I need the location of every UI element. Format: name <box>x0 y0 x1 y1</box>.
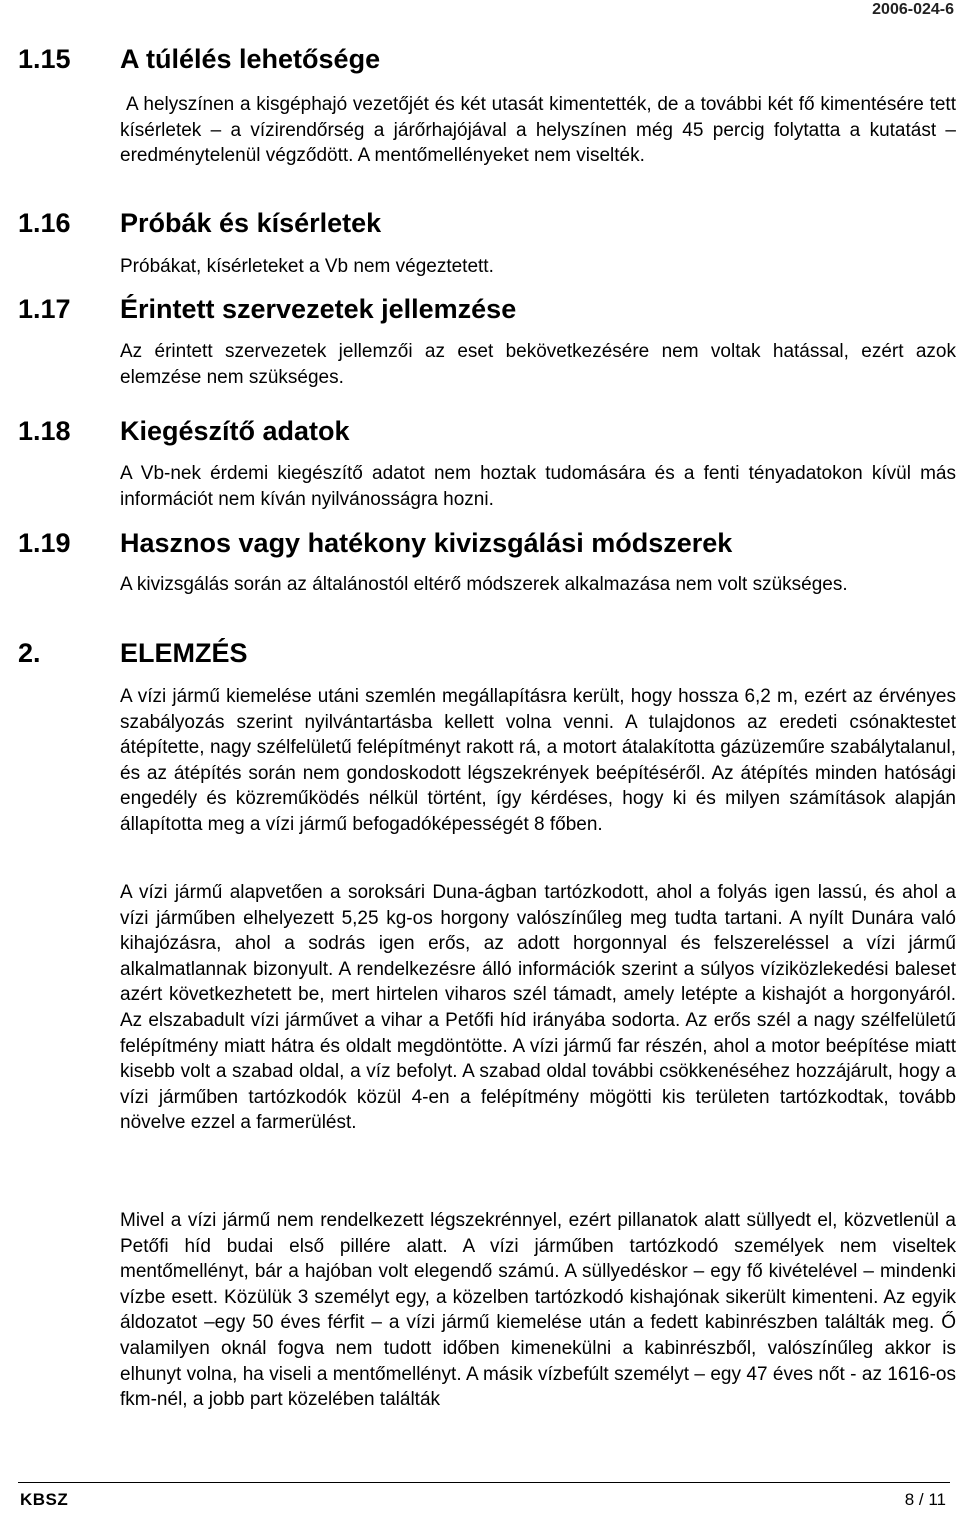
section-paragraph: Próbákat, kísérleteket a Vb nem végeztetett. <box>120 256 494 277</box>
section-title: Kiegészítő adatok <box>120 416 350 446</box>
section-paragraph: A vízi jármű kiemelése utáni szemlén megállapításra került, hogy hossza 6,2 m, ezért az érvényes szabályozás szerint nyilvántartásba kellett volna venni. A tulajdonos az eredeti csónaktestet átépítette, nagy szélfelületű felépítményt rakott rá, a motort átalakította gázüzeműre szabálytalanul, és az átépítés során nem gondoskodott légszekrények beépítéséről. Az átépítés minden hatósági engedély és közreműködés nélkül történt, így kérdéses, hogy ki és milyen számítások alapján állapította meg a vízi jármű befogadóképességét 8 főben. <box>120 686 956 835</box>
section-title: Érintett szervezetek jellemzése <box>120 294 517 324</box>
section-heading-1-17 <box>18 292 516 326</box>
section-paragraph: A kivizsgálás során az általánostól eltérő módszerek alkalmazása nem volt szükséges. <box>120 574 848 595</box>
section-heading-2 <box>18 636 248 670</box>
section-heading-1-18 <box>18 414 350 448</box>
section-title: A túlélés lehetősége <box>120 44 381 74</box>
section-paragraph: A Vb-nek érdemi kiegészítő adatot nem hoztak tudomására és a fenti tényadatokon kívül más információt nem kíván nyilvánosságra hozni. <box>120 463 956 510</box>
page-number: 8 / 11 <box>904 1490 946 1509</box>
document-id: 2006-024-6 <box>872 1 954 18</box>
section-paragraph: A helyszínen a kisgéphajó vezetőjét és két utasát kimentették, de a további két fő kimentésére tett kísérletek – a vízirendőrség a járőrhajójával a helyszínen még 45 percig folytatta a kutatást – eredménytelenül végződött. A mentőmellényeket nem viselték. <box>120 94 956 167</box>
section-number: 1.19 <box>18 528 71 558</box>
section-heading-1-19 <box>18 526 732 560</box>
section-heading-1-15 <box>18 42 380 76</box>
section-number: 1.17 <box>18 294 71 324</box>
section-paragraph: A vízi jármű alapvetően a soroksári Duna-ágban tartózkodott, ahol a folyás igen lassú, és ahol a vízi járműben elhelyezett 5,25 kg-os horgony valószínűleg meg tudta tartani. A nyílt Dunára való kihajózásra, ahol a sodrás igen erős, az adott horgonnyal és felszereléssel a vízi jármű alkalmatlannak bizonyult. A rendelkezésre álló információk szerint a súlyos víziközlekedési baleset azért következhetett be, mert hirtelen viharos szél támadt, amely letépte a kishajót a horgonyáról. Az elszabadult vízi járművet a vihar a Petőfi híd irányába sodorta. Az erős szél a nagy szélfelületű felépítmény miatt hátra és oldalt megdöntötte. A vízi jármű far részén, ahol a motor beépítése miatt kisebb volt a szabad oldal, a víz befolyt. A szabad oldal további csökkenéséhez hozzájárult, hogy a vízi járműben tartózkodók közül 4-en a felépítmény mögötti kis területen tartózkodtak, tovább növelve ezzel a farmerülést. <box>120 882 956 1134</box>
section-number: 2. <box>18 638 41 668</box>
section-number: 1.16 <box>18 208 71 238</box>
section-title: Hasznos vagy hatékony kivizsgálási módszerek <box>120 528 733 558</box>
kbsz-logo: KBSZ <box>20 1490 69 1509</box>
section-title: ELEMZÉS <box>120 638 248 668</box>
section-number: 1.15 <box>18 44 71 74</box>
footer-divider <box>18 1482 950 1483</box>
section-paragraph: Mivel a vízi jármű nem rendelkezett légszekrénnyel, ezért pillanatok alatt süllyedt el, közvetlenül a Petőfi híd budai első pillére alatt. A vízi járműben tartózkodó személyek nem viseltek mentőmellényt, bár a hajóban volt elegendő számú. A süllyedéskor – egy fő kivételével – mindenki vízbe esett. Közülük 3 személyt egy, a közelben tartózkodó kishajónak sikerült kimenteni. Az egyik áldozatot –egy 50 éves férfit – a vízi jármű kiemelése után a fedett kabinrészben találták meg. Ő valamilyen oknál fogva nem tudott időben kimenekülni a kabinrészből, valószínűleg akkor is elhunyt volna, ha viseli a mentőmellényt. A másik vízbefúlt személyt – egy 47 éves nőt - az 1616-os fkm-nél, a jobb part közelében találták <box>120 1210 956 1411</box>
section-paragraph: Az érintett szervezetek jellemzői az eset bekövetkezésére nem voltak hatással, ezért azok elemzése nem szükséges. <box>120 341 956 388</box>
section-number: 1.18 <box>18 416 71 446</box>
section-title: Próbák és kísérletek <box>120 208 382 238</box>
section-heading-1-16 <box>18 206 381 240</box>
